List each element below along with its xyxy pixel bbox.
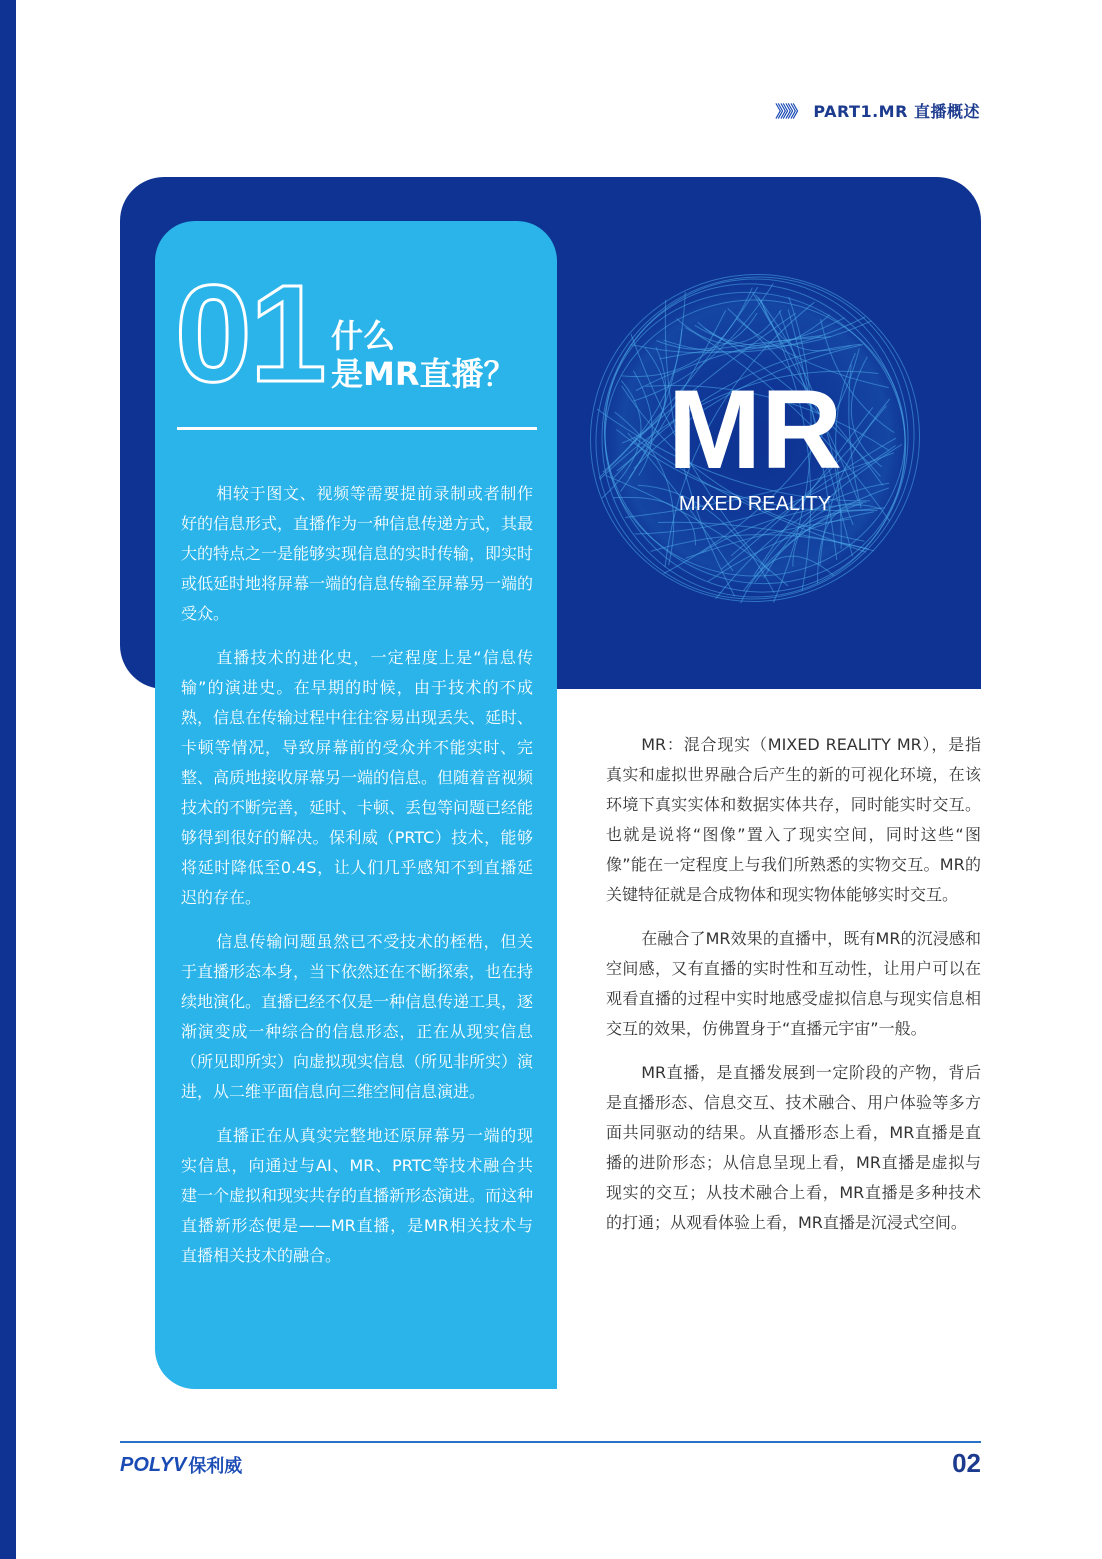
header-section-title: PART1.MR 直播概述 xyxy=(813,101,980,121)
section-title-line2: 是MR直播？ xyxy=(331,355,516,393)
title-divider xyxy=(177,427,537,430)
right-paragraph-1: MR：混合现实（MIXED REALITY MR），是指真实和虚拟世界融合后产生的新的可视化环境，在该环境下真实实体和数据实体共存，同时能实时交互。也就是说将“图像”置入了现实空间，同时这些“图像”能在一定程度上与我们所熟悉的实物交互。MR的关键特征就是合成物体和现实物体能够实时交互。 xyxy=(606,735,981,904)
mr-emblem-subtitle: MIXED REALITY xyxy=(678,493,832,515)
running-header xyxy=(775,96,980,124)
right-body-text xyxy=(606,730,981,1252)
logo-chinese: 保利威 xyxy=(188,1456,243,1477)
right-paragraph-3: MR直播，是直播发展到一定阶段的产物，背后是直播形态、信息交互、技术融合、用户体验等多方面共同驱动的结果。从直播形态上看，MR直播是直播的进阶形态；从信息呈现上看，MR直播是虚拟与现实的交互；从技术融合上看，MR直播是多种技术的打通；从观看体验上看，MR直播是沉浸式空间。 xyxy=(606,1063,981,1232)
intro-panel xyxy=(155,221,557,1389)
left-paragraph-2: 直播技术的进化史，一定程度上是“信息传输”的演进史。在早期的时候，由于技术的不成熟，信息在传输过程中往往容易出现丢失、延时、卡顿等情况，导致屏幕前的受众并不能实时、完整、高质地接收屏幕另一端的信息。但随着音视频技术的不断完善，延时、卡顿、丢包等问题已经能够得到很好的解决。保利威（PRTC）技术，能够将延时降低至0.4S，让人们几乎感知不到直播延迟的存在。 xyxy=(181,648,534,907)
section-number: 01 xyxy=(175,257,325,411)
polyv-logo xyxy=(120,1452,242,1478)
right-paragraph-2: 在融合了MR效果的直播中，既有MR的沉浸感和空间感，又有直播的实时性和互动性，让用户可以在观看直播的过程中实时地感受虚拟信息与现实信息相交互的效果，仿佛置身于“直播元宇宙”一般。 xyxy=(606,929,981,1038)
left-paragraph-3: 信息传输问题虽然已不受技术的桎梏，但关于直播形态本身，当下依然还在不断探索，也在持续地演化。直播已经不仅是一种信息传递工具，逐渐演变成一种综合的信息形态，正在从现实信息（所见即所实）向虚拟现实信息（所见非所实）演进，从二维平面信息向三维空间信息演进。 xyxy=(181,932,534,1101)
page-number: 02 xyxy=(952,1448,981,1478)
left-paragraph-4: 直播正在从真实完整地还原屏幕另一端的现实信息，向通过与AI、MR、PRTC等技术融合共建一个虚拟和现实共存的直播新形态演进。而这种直播新形态便是——MR直播，是MR相关技术与直播相关技术的融合。 xyxy=(181,1126,534,1265)
section-title-line1: 什么 xyxy=(331,317,396,355)
chevrons-icon: 》》》》 xyxy=(775,101,804,121)
logo-mark: POLYV xyxy=(120,1453,187,1476)
mr-sphere-emblem xyxy=(585,268,925,608)
page-edge-bar xyxy=(0,0,16,1559)
section-title xyxy=(331,317,516,393)
left-paragraph-1: 相较于图文、视频等需要提前录制或者制作好的信息形式，直播作为一种信息传递方式，其最大的特点之一是能够实现信息的实时传输，即实时或低延时地将屏幕一端的信息传输至屏幕另一端的受众。 xyxy=(181,484,534,623)
footer-divider xyxy=(120,1441,981,1443)
left-body-text xyxy=(181,479,533,1285)
mr-emblem-title: MR xyxy=(667,367,843,492)
